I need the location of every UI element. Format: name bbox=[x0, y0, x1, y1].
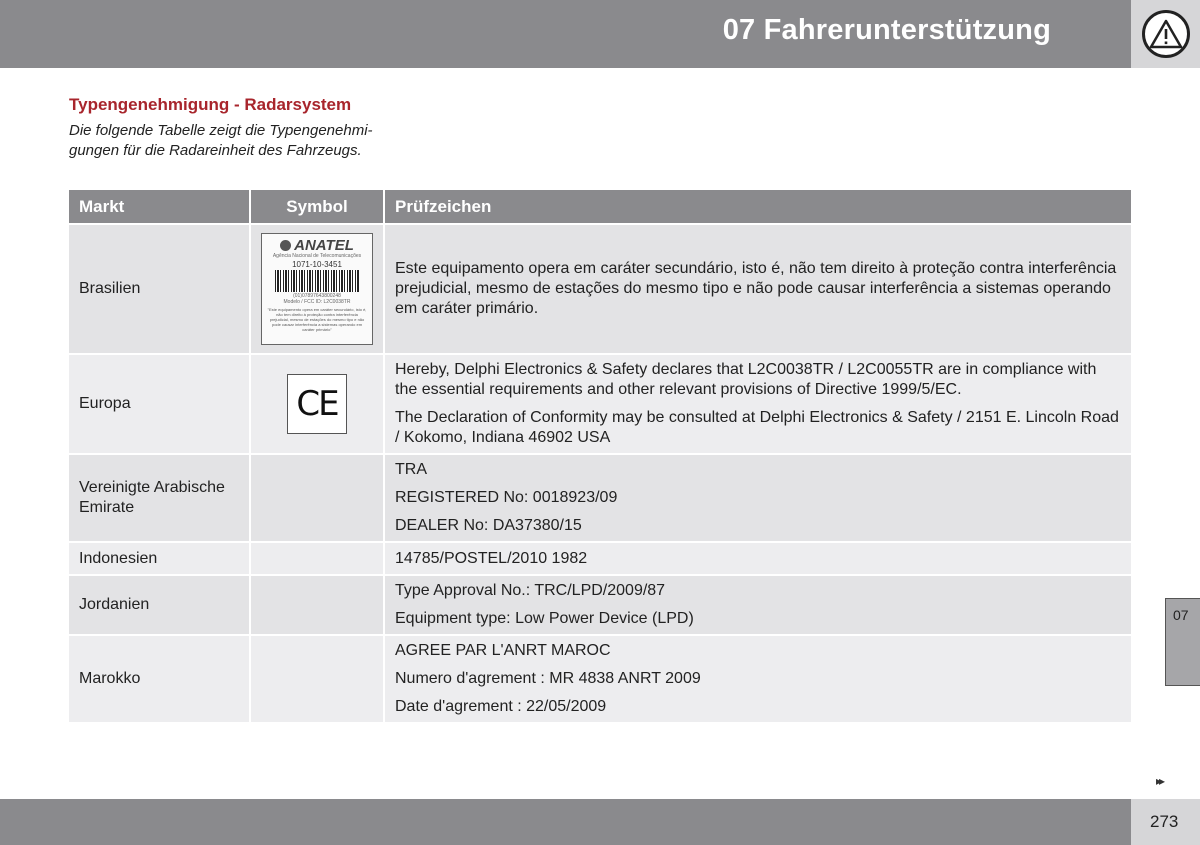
symbol-cell bbox=[251, 541, 385, 574]
next-page-arrows-icon[interactable]: ▸▸ bbox=[1156, 774, 1163, 788]
anatel-code: 1071-10-3451 bbox=[292, 260, 342, 269]
anatel-agency: Agência Nacional de Telecomunicações bbox=[272, 253, 362, 259]
pruefzeichen-cell bbox=[385, 574, 1131, 634]
type-approval-table bbox=[69, 190, 1131, 722]
anatel-fine-print: "Este equipamento opera em caráter secundário, isto é, não tem direito à proteção contra interferência prejudicial, mesmo de estações do mesmo tipo e não pode causar interferência a sistemas operando em caráter primário" bbox=[267, 307, 367, 332]
markt-cell: Indonesien bbox=[69, 541, 251, 574]
ce-mark-icon: CE bbox=[287, 374, 347, 434]
table-row bbox=[69, 634, 1131, 722]
pruefzeichen-text: Numero d'agrement : MR 4838 ANRT 2009 bbox=[395, 670, 701, 687]
markt-cell: Vereinigte Arabische Emirate bbox=[69, 453, 251, 541]
pruefzeichen-cell bbox=[385, 541, 1131, 574]
markt-cell: Europa bbox=[69, 353, 251, 453]
anatel-logo bbox=[280, 238, 354, 253]
column-header-pruefzeichen: Prüfzeichen bbox=[385, 190, 1131, 223]
markt-cell: Marokko bbox=[69, 634, 251, 722]
pruefzeichen-text: REGISTERED No: 0018923/09 bbox=[395, 489, 618, 506]
table-header-row bbox=[69, 190, 1131, 223]
markt-cell: Brasilien bbox=[69, 223, 251, 353]
symbol-cell bbox=[251, 634, 385, 722]
table-row bbox=[69, 223, 1131, 353]
pruefzeichen-text: The Declaration of Conformity may be consulted at Delphi Electronics & Safety / 2151 E. Lincoln Road / Kokomo, Indiana 46902 USA bbox=[395, 409, 1119, 446]
intro-line: gungen für die Radareinheit des Fahrzeugs. bbox=[69, 142, 362, 159]
pruefzeichen-cell bbox=[385, 634, 1131, 722]
pruefzeichen-text: TRA bbox=[395, 461, 427, 478]
chapter-title: 07 Fahrerunterstützung bbox=[722, 14, 1051, 46]
footer-bar bbox=[0, 799, 1131, 845]
symbol-cell bbox=[251, 574, 385, 634]
section-heading: Typengenehmigung - Radarsystem bbox=[69, 95, 352, 114]
pruefzeichen-cell bbox=[385, 353, 1131, 453]
anatel-barcode-number: (01)07897643800248 bbox=[293, 293, 341, 299]
symbol-cell bbox=[251, 453, 385, 541]
pruefzeichen-text: Este equipamento opera em caráter secundário, isto é, não tem direito à proteção contra interferência prejudicial, mesmo de estações do mesmo tipo e não pode causar interferência a sistemas operando em caráter primário. bbox=[395, 260, 1117, 317]
anatel-label-image bbox=[261, 233, 373, 345]
pruefzeichen-text: Type Approval No.: TRC/LPD/2009/87 bbox=[395, 582, 666, 599]
chapter-side-tab[interactable] bbox=[1165, 598, 1200, 686]
side-tab-label: 07 bbox=[1173, 607, 1189, 623]
markt-cell: Jordanien bbox=[69, 574, 251, 634]
table-row bbox=[69, 353, 1131, 453]
pruefzeichen-text: Hereby, Delphi Electronics & Safety declares that L2C0038TR / L2C0055TR are in compliance with the essential requirements and other relevant provisions of Directive 1999/5/EC. bbox=[395, 361, 1097, 398]
anatel-logo-text: ANATEL bbox=[294, 237, 354, 254]
intro-line: Die folgende Tabelle zeigt die Typengenehmi- bbox=[69, 122, 373, 139]
header-bar bbox=[0, 0, 1131, 68]
pruefzeichen-text: AGREE PAR L'ANRT MAROC bbox=[395, 642, 611, 659]
symbol-cell bbox=[251, 353, 385, 453]
page-number: 273 bbox=[1150, 812, 1179, 831]
anatel-model: Modelo / FCC ID: L2C0038TR bbox=[283, 299, 351, 305]
table-row bbox=[69, 541, 1131, 574]
column-header-markt: Markt bbox=[69, 190, 251, 223]
column-header-symbol: Symbol bbox=[251, 190, 385, 223]
pruefzeichen-cell bbox=[385, 223, 1131, 353]
pruefzeichen-text: DEALER No: DA37380/15 bbox=[395, 517, 582, 534]
barcode-icon bbox=[275, 270, 359, 292]
pruefzeichen-text: 14785/POSTEL/2010 1982 bbox=[395, 549, 588, 567]
pruefzeichen-text: Equipment type: Low Power Device (LPD) bbox=[395, 610, 694, 627]
intro-text bbox=[69, 121, 409, 161]
table-row bbox=[69, 453, 1131, 541]
table-row bbox=[69, 574, 1131, 634]
warning-triangle-icon bbox=[1142, 10, 1190, 58]
symbol-cell bbox=[251, 223, 385, 353]
header-icon-box bbox=[1131, 0, 1200, 68]
anatel-globe-icon bbox=[280, 240, 291, 251]
pruefzeichen-text: Date d'agrement : 22/05/2009 bbox=[395, 698, 607, 715]
pruefzeichen-cell bbox=[385, 453, 1131, 541]
